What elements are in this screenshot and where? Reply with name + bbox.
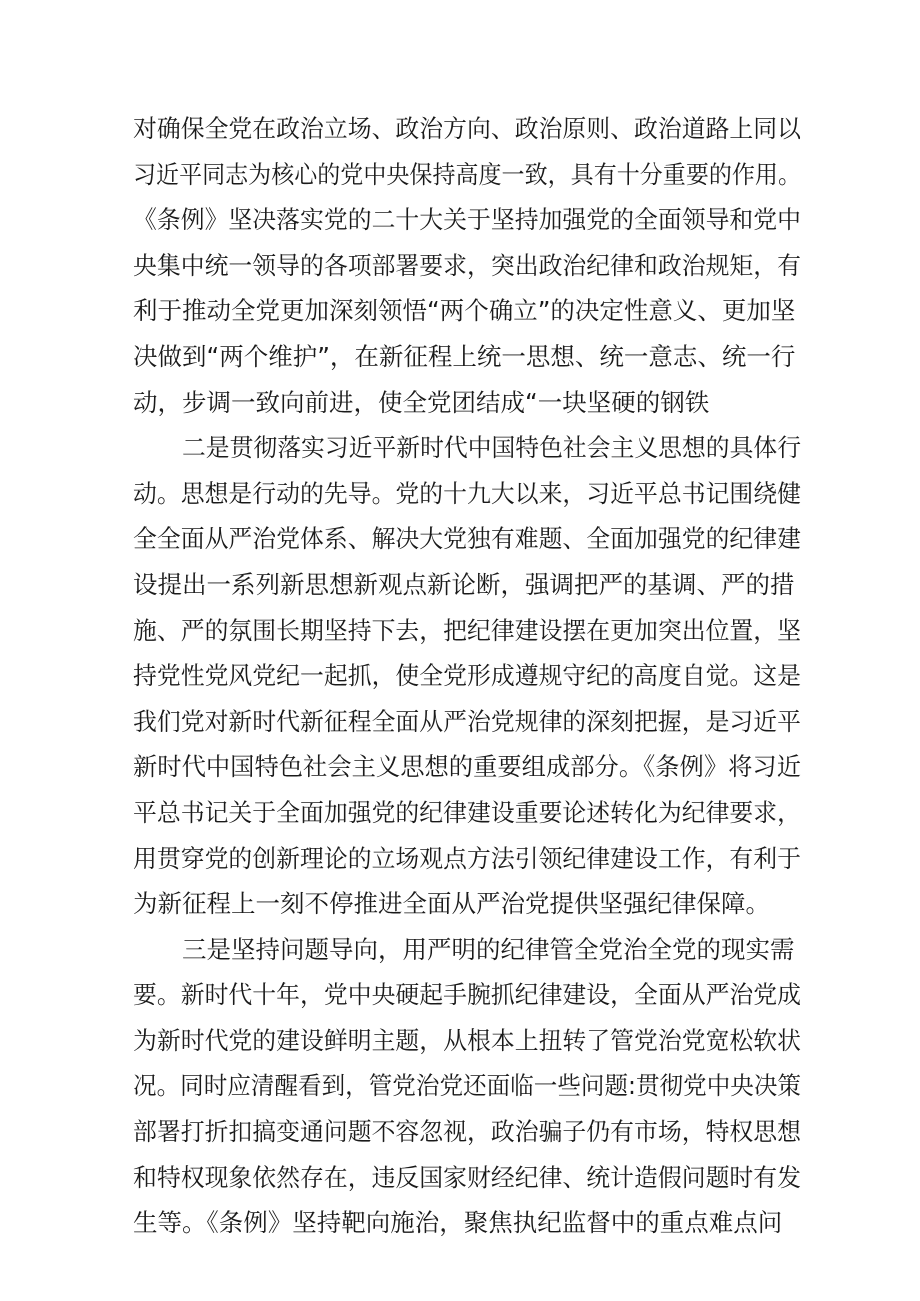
- text-line: 央集中统一领导的各项部署要求，突出政治纪律和政治规矩，有: [133, 250, 801, 280]
- text-line: 用贯穿党的创新理论的立场观点方法引领纪律建设工作，有利于: [133, 843, 801, 873]
- text-line: 生等。《条例》坚持靶向施治，聚焦执纪监督中的重点难点问: [133, 1208, 783, 1238]
- text-line: 全全面从严治党体系、解决大党独有难题、全面加强党的纪律建: [133, 524, 801, 554]
- text-line: 《条例》坚决落实党的二十大关于坚持加强党的全面领导和党中: [133, 205, 801, 235]
- text-line: 新时代中国特色社会主义思想的重要组成部分。《条例》将习近: [133, 752, 801, 782]
- text-line: 施、严的氛围长期坚持下去，把纪律建设摆在更加突出位置，坚: [133, 615, 801, 645]
- text-line: 利于推动全党更加深刻领悟“两个确立”的决定性意义、更加坚: [133, 296, 796, 326]
- text-line: 为新时代党的建设鲜明主题，从根本上扭转了管党治党宽松软状: [133, 1025, 801, 1055]
- text-line: 要。新时代十年，党中央硬起手腕抓纪律建设，全面从严治党成: [133, 980, 801, 1010]
- text-line: 动，步调一致向前进，使全党团结成“一块坚硬的钢铁: [133, 387, 710, 417]
- text-line: 和特权现象依然存在，违反国家财经纪律、统计造假问题时有发: [133, 1162, 801, 1192]
- text-line: 部署打折扣搞变通问题不容忽视，政治骗子仍有市场，特权思想: [133, 1117, 801, 1147]
- text-line: 持党性党风党纪一起抓，使全党形成遵规守纪的高度自觉。这是: [133, 661, 801, 691]
- text-line: 为新征程上一刻不停推进全面从严治党提供坚强纪律保障。: [133, 889, 770, 919]
- text-line: 设提出一系列新思想新观点新论断，强调把严的基调、严的措: [133, 569, 795, 599]
- paragraph-first-line: 二是贯彻落实习近平新时代中国特色社会主义思想的具体行: [182, 433, 801, 463]
- text-line: 动。思想是行动的先导。党的十九大以来，习近平总书记围绕健: [133, 478, 801, 508]
- document-body: [133, 106, 801, 1246]
- text-line: 对确保全党在政治立场、政治方向、政治原则、政治道路上同以: [133, 114, 801, 143]
- text-line: 习近平同志为核心的党中央保持高度一致，具有十分重要的作用。: [133, 159, 801, 189]
- text-line: 决做到“两个维护”，在新征程上统一思想、统一意志、统一行: [133, 341, 796, 371]
- text-line: 平总书记关于全面加强党的纪律建设重要论述转化为纪律要求，: [133, 797, 801, 827]
- text-line: 况。同时应清醒看到，管党治党还面临一些问题:贯彻党中央决策: [133, 1071, 801, 1101]
- text-line: 我们党对新时代新征程全面从严治党规律的深刻把握，是习近平: [133, 706, 801, 736]
- paragraph-first-line: 三是坚持问题导向，用严明的纪律管全党治全党的现实需: [182, 934, 795, 964]
